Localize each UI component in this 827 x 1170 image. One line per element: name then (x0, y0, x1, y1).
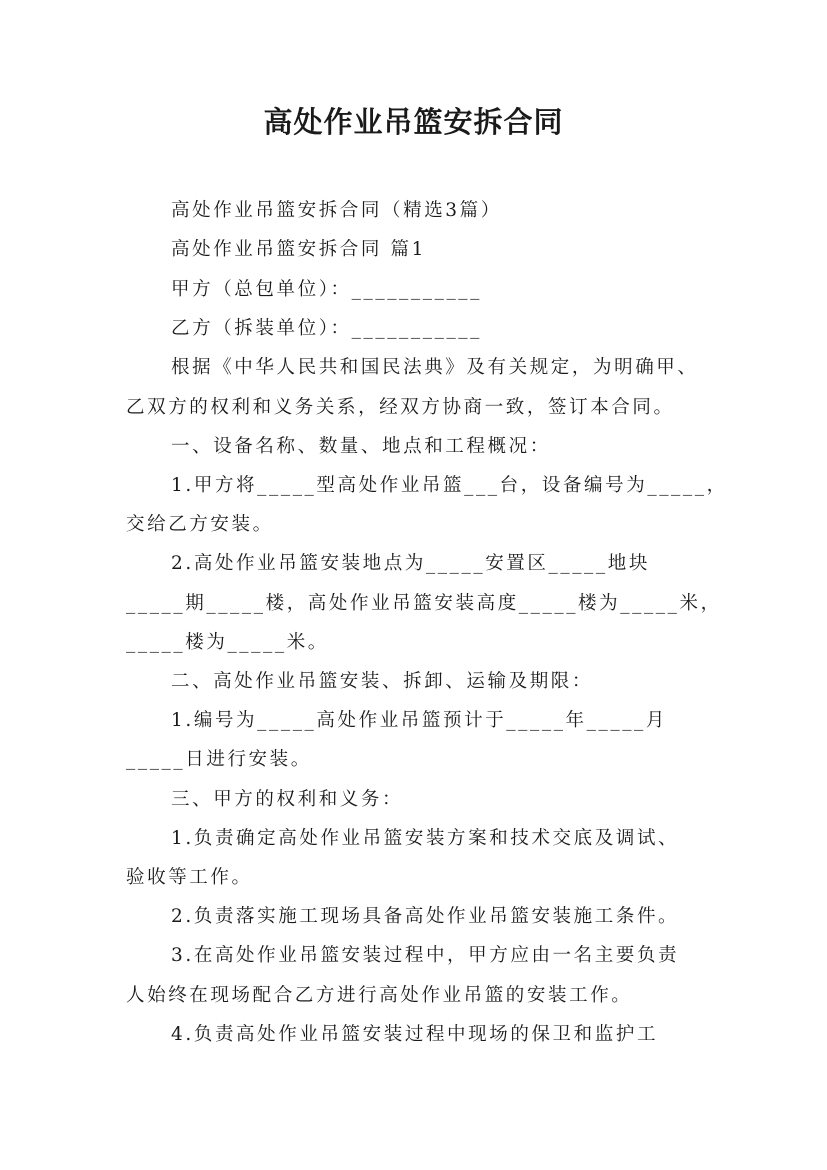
section-heading: 高处作业吊篮安拆合同 篇1 (171, 239, 426, 260)
paragraph-line: 2.负责落实施工现场具备高处作业吊篮安装施工条件。 (171, 906, 680, 927)
document-title: 高处作业吊篮安拆合同 (263, 105, 564, 139)
party-b-line: 乙方（拆装单位）：___________ (171, 318, 483, 339)
paragraph-line: _____楼为_____米。 (126, 632, 329, 653)
paragraph-line: 验收等工作。 (126, 867, 253, 888)
paragraph-line: 2.高处作业吊篮安装地点为_____安置区_____地块 (171, 553, 650, 574)
paragraph-line: _____期_____楼，高处作业吊篮安装高度_____楼为_____米， (126, 593, 722, 614)
paragraph-line: 1.甲方将_____型高处作业吊篮___台，设备编号为_____， (171, 475, 728, 496)
party-a-line: 甲方（总包单位）：___________ (171, 279, 483, 300)
paragraph-line: 1.编号为_____高处作业吊篮预计于_____年_____月 (171, 710, 668, 731)
clause-heading: 三、甲方的权利和义务： (171, 789, 404, 810)
paragraph-line: 4.负责高处作业吊篮安装过程中现场的保卫和监护工 (171, 1024, 659, 1045)
subtitle-line: 高处作业吊篮安拆合同（精选3篇） (171, 200, 502, 221)
paragraph-line: 交给乙方安装。 (126, 514, 274, 535)
paragraph-line: 乙双方的权利和义务关系，经双方协商一致，签订本合同。 (126, 397, 675, 418)
clause-heading: 二、高处作业吊篮安装、拆卸、运输及期限： (171, 671, 594, 692)
paragraph-line: 根据《中华人民共和国民法典》及有关规定，为明确甲、 (171, 357, 699, 378)
paragraph-line: 3.在高处作业吊篮安装过程中，甲方应由一名主要负责 (171, 945, 680, 966)
paragraph-line: 1.负责确定高处作业吊篮安装方案和技术交底及调试、 (171, 828, 680, 849)
paragraph-line: 人始终在现场配合乙方进行高处作业吊篮的安装工作。 (126, 985, 633, 1006)
paragraph-line: _____日进行安装。 (126, 749, 312, 770)
clause-heading: 一、设备名称、数量、地点和工程概况： (171, 436, 551, 457)
